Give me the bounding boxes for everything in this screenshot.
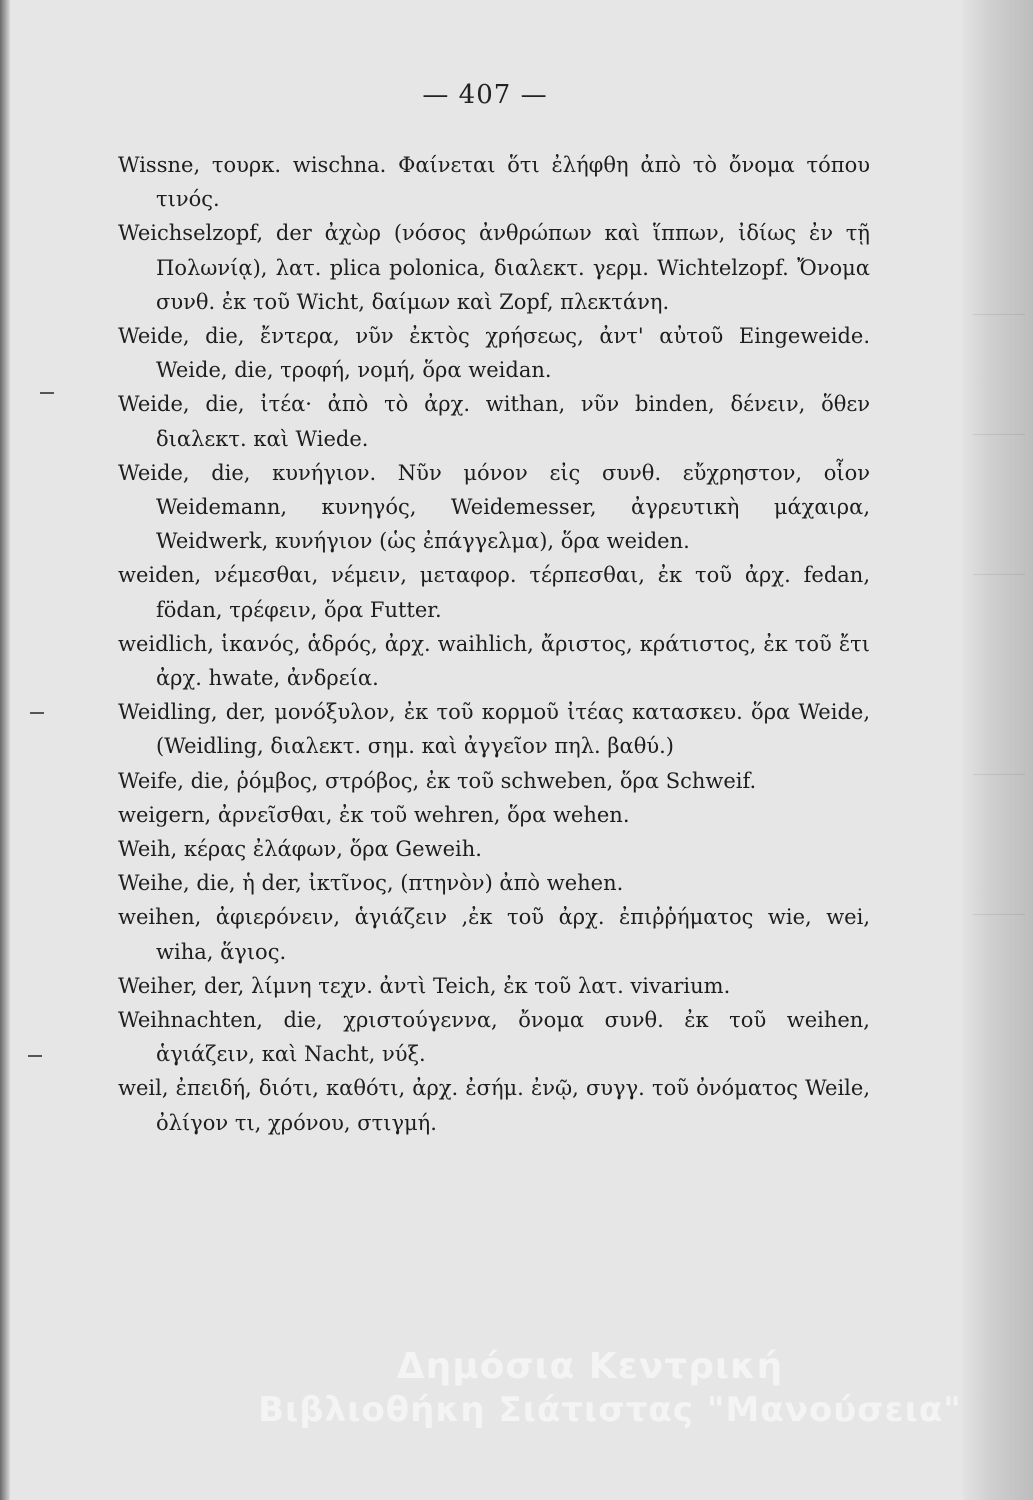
dictionary-entry: Weide, die, ἔντερα, νῦν ἐκτὸς χρήσεως, ἀντ' αὐτοῦ Eingeweide. Weide, die, τροφή, νομή, ὅρα weidan.	[118, 324, 870, 383]
dictionary-entry: weigern, ἀρνεῖσθαι, ἐκ τοῦ wehren, ὅρα wehen.	[118, 802, 630, 827]
margin-mark	[28, 1055, 42, 1057]
dictionary-entry: weidlich, ἱκανός, ἁδρός, ἀρχ. waihlich, ἄριστος, κράτιστος, ἐκ τοῦ ἔτι ἀρχ. hwate, ἀνδρεία.	[118, 631, 870, 691]
dictionary-entry: Weide, die, ἰτέα· ἀπὸ τὸ ἀρχ. withan, νῦν binden, δένειν, ὅθεν διαλεκτ. καὶ Wiede.	[118, 392, 870, 451]
margin-mark	[40, 392, 54, 394]
dictionary-entry: Weidling, der, μονόξυλον, ἐκ τοῦ κορμοῦ ἰτέας κατασκευ. ὅρα Weide, (Weidling, διαλεκτ. σημ. καὶ ἀγγεῖον πηλ. βαθύ.)	[118, 700, 870, 759]
library-watermark-line1: Δημόσια Κεντρική	[396, 1346, 784, 1387]
library-watermark-line2: Βιβλιοθήκη Σιάτιστας "Μανούσεια"	[258, 1390, 962, 1430]
dictionary-entry: Weih, κέρας ἐλάφων, ὅρα Geweih.	[118, 837, 482, 862]
ghost-line	[973, 560, 1025, 575]
dictionary-entry: Wissne, τουρκ. wischna. Φαίνεται ὅτι ἐλήφθη ἀπὸ τὸ ὄνομα τόπου τινός.	[118, 153, 870, 212]
dictionary-entry: Weichselzopf, der ἀχὼρ (νόσος ἀνθρώπων καὶ ἵππων, ἰδίως ἐν τῇ Πολωνίᾳ), λατ. plica polonica, διαλεκτ. γερμ. Wichtelzopf. Ὄνομα συνθ. ἐκ τοῦ Wicht, δαίμων καὶ Zopf, πλεκτάνη.	[118, 221, 870, 314]
dictionary-entry: Weihe, die, ἡ der, ἰκτῖνος, (πτηνὸν) ἀπὸ wehen.	[118, 871, 624, 896]
ghost-line	[973, 900, 1025, 915]
page-left-shadow	[0, 0, 10, 1500]
dictionary-entry: weihen, ἀφιερόνειν, ἁγιάζειν ,ἐκ τοῦ ἀρχ. ἐπιῤῥήματος wie, wei, wiha, ἅγιος.	[118, 905, 870, 964]
dictionary-entry: weil, ἐπειδή, διότι, καθότι, ἀρχ. ἐσήμ. ἐνῷ, συγγ. τοῦ ὀνόματος Weile, ὀλίγον τι, χρόνου, στιγμή.	[118, 1076, 870, 1135]
dictionary-entry: Weihnachten, die, χριστούγεννα, ὄνομα συνθ. ἐκ τοῦ weihen, ἁγιάζειν, καὶ Nacht, νύξ.	[118, 1008, 870, 1067]
margin-mark	[30, 712, 44, 714]
ghost-line	[973, 300, 1025, 315]
dictionary-entry: Weiher, der, λίμνη τεχν. ἀντὶ Teich, ἐκ τοῦ λατ. vivarium.	[118, 973, 731, 998]
dictionary-entry: weiden, νέμεσθαι, νέμειν, μεταφορ. τέρπεσθαι, ἐκ τοῦ ἀρχ. fedan, födan, τρέφειν, ὅρα Futter.	[118, 563, 870, 622]
dictionary-entries	[118, 148, 870, 1140]
ghost-line	[973, 420, 1025, 435]
next-page-edge	[963, 0, 1033, 1500]
dictionary-entry: Weide, die, κυνήγιον. Νῦν μόνον εἰς συνθ. εὔχρηστον, οἷον Weidemann, κυνηγός, Weidemesser, ἀγρευτικὴ μάχαιρα, Weidwerk, κυνήγιον (ὡς ἐπάγγελμα), ὅρα weiden.	[118, 460, 870, 554]
page-number: — 407 —	[422, 80, 548, 110]
ghost-line	[973, 760, 1025, 775]
dictionary-entry: Weife, die, ῥόμβος, στρόβος, ἐκ τοῦ schweben, ὅρα Schweif.	[118, 768, 757, 793]
